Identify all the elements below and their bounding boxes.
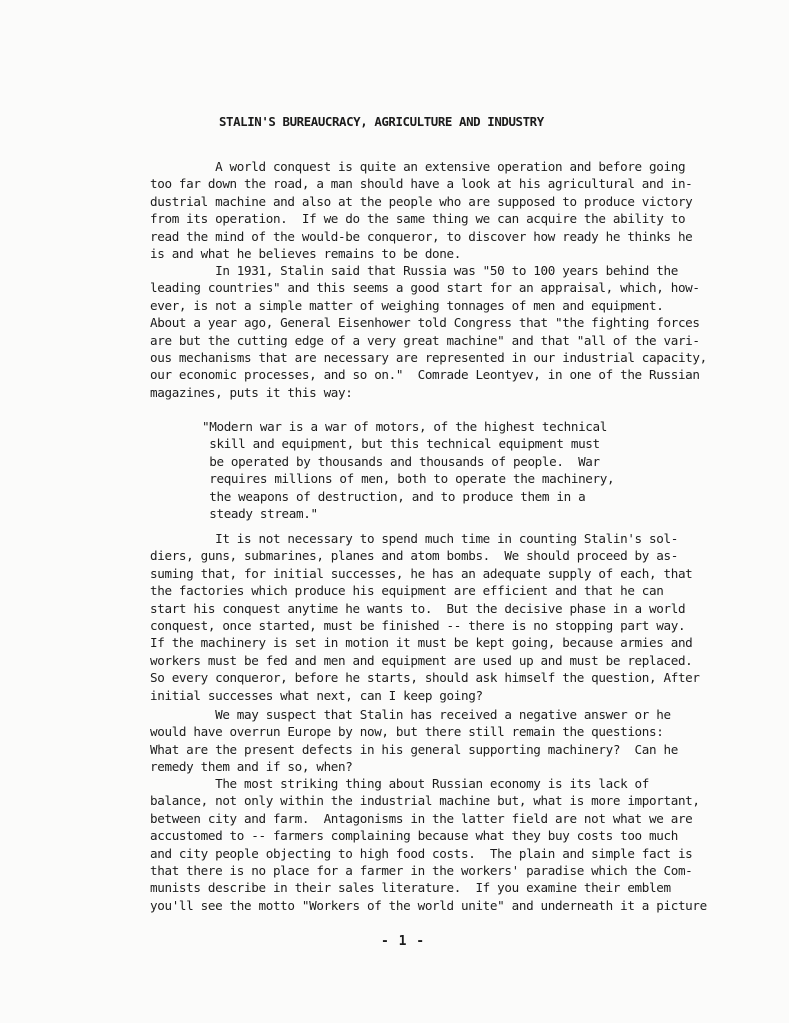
document-title: STALIN'S BUREAUCRACY, AGRICULTURE AND INDUSTRY (219, 114, 544, 129)
paragraph-4: We may suspect that Stalin has received a negative answer or he would have overrun Europe by now, but there still remain the questions: What are the present defects in his general supporting machinery? Can he remedy them and if so, when? (150, 707, 678, 775)
page-number: - 1 - (381, 934, 426, 949)
paragraph-2: In 1931, Stalin said that Russia was "50 to 100 years behind the leading countries" and this seems a good start for an appraisal, which, how- ever, is not a simple matter of weighing tonnages of men and equipment. About a year ago, General Eisenhower told Congress that "the fighting forces are but the cutting edge of a very great machine" and that "all of the vari- ous mechanisms that are necessary are represented in our industrial capacity, our economic processes, and so on." Comrade Leontyev, in one of the Russian magazines, puts it this way: (150, 263, 707, 400)
paragraph-5: The most striking thing about Russian economy is its lack of balance, not only within the industrial machine but, what is more important, between city and farm. Antagonisms in the latter field are not what we are accustomed to -- farmers complaining because what they buy costs too much and city people objecting to high food costs. The plain and simple fact is that there is no place for a farmer in the workers' paradise which the Com- munists describe in their sales literature. If you examine their emblem you'll see the motto "Workers of the world unite" and underneath it a picture (150, 776, 707, 913)
paragraph-1: A world conquest is quite an extensive operation and before going too far down the road, a man should have a look at his agricultural and in- dustrial machine and also at the people who are supposed to produce victory from its operation. If we do the same thing we can acquire the ability to read the mind of the would-be conqueror, to discover how ready he thinks he is and what he believes remains to be done. (150, 159, 693, 262)
paragraph-3: It is not necessary to spend much time in counting Stalin's sol- diers, guns, submarines, planes and atom bombs. We should proceed by as- suming that, for initial successes, he has an adequate supply of each, that the factories which produce his equipment are efficient and that he can start his conquest anytime he wants to. But the decisive phase in a world conquest, once started, must be finished -- there is no stopping part way. If the machinery is set in motion it must be kept going, because armies and workers must be fed and men and equipment are used up and must be replaced. So every conqueror, before he starts, should ask himself the question, After initial successes what next, can I keep going? (150, 531, 700, 703)
block-quote: "Modern war is a war of motors, of the highest technical skill and equipment, but this technical equipment must be operated by thousands and thousands of people. War requires millions of men, both to operate the machinery, the weapons of destruction, and to produce them in a steady stream." (202, 419, 615, 522)
